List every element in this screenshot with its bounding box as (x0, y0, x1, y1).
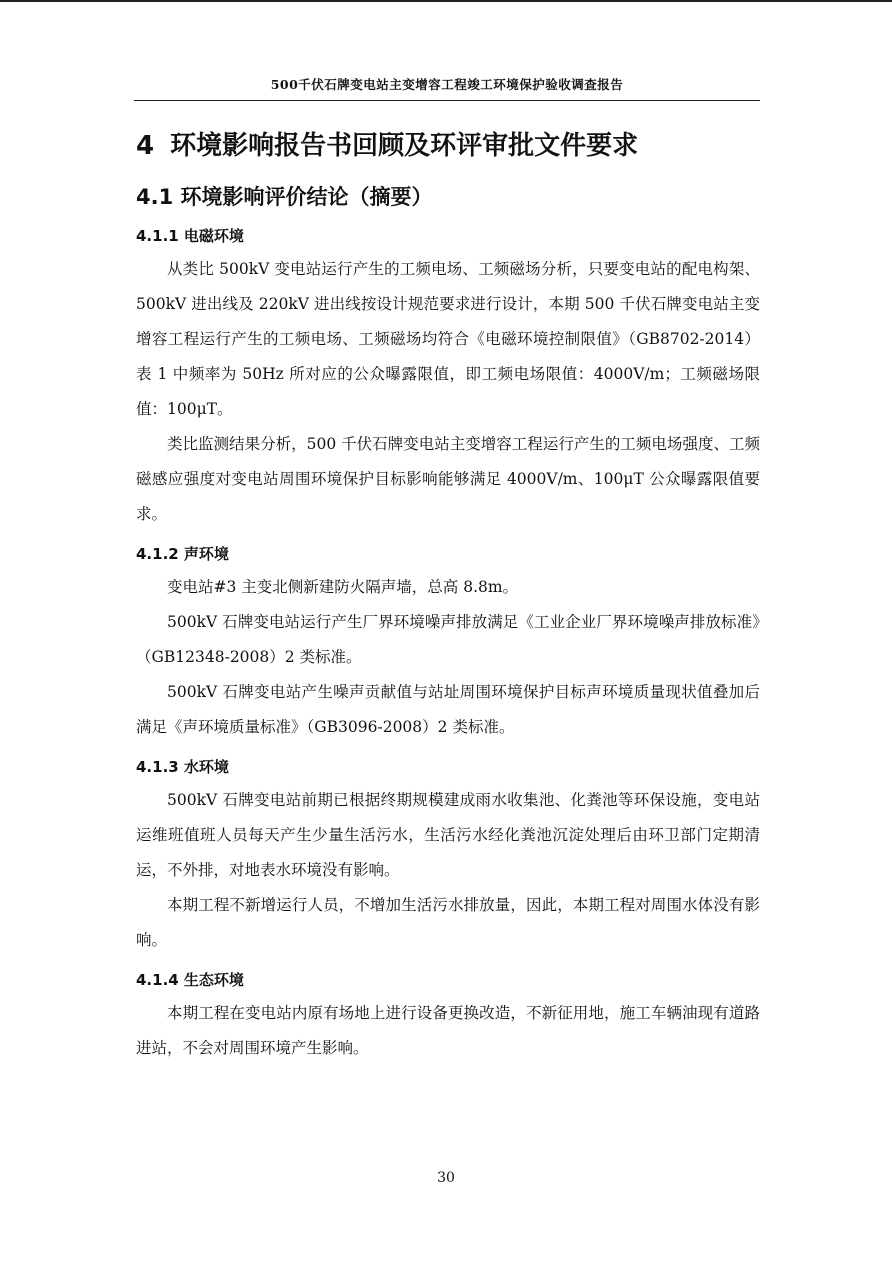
page-body (136, 120, 760, 1066)
subsection-title: 4.1.4 生态环境 (136, 971, 244, 989)
subsection-ecology (136, 968, 760, 1066)
chapter-number: 4 (136, 131, 155, 161)
paragraph: 500kV 石牌变电站产生噪声贡献值与站址周围环境保护目标声环境质量现状值叠加后满足《声环境质量标准》（GB3096-2008）2 类标准。 (136, 683, 760, 736)
subsection-water (136, 755, 760, 958)
section-title: 4.1 环境影响评价结论（摘要） (136, 185, 433, 209)
paragraph: 500kV 石牌变电站前期已根据终期规模建成雨水收集池、化粪池等环保设施，变电站运维班值班人员每天产生少量生活污水，生活污水经化粪池沉淀处理后由环卫部门定期清运，不外排，对地表水环境没有影响。 (136, 791, 760, 879)
running-header: 500千伏石牌变电站主变增容工程竣工环境保护验收调查报告 (134, 76, 760, 101)
paragraph: 变电站#3 主变北侧新建防火隔声墙，总高 8.8m。 (167, 578, 519, 596)
paragraph: 本期工程在变电站内原有场地上进行设备更换改造，不新征用地，施工车辆油现有道路进站，不会对周围环境产生影响。 (136, 1004, 760, 1057)
paragraph: 本期工程不新增运行人员，不增加生活污水排放量，因此，本期工程对周围水体没有影响。 (136, 896, 760, 949)
chapter-title-text: 环境影响报告书回顾及环评审批文件要求 (170, 131, 639, 161)
paragraph: 500kV 石牌变电站运行产生厂界环境噪声排放满足《工业企业厂界环境噪声排放标准》（GB12348-2008）2 类标准。 (136, 613, 760, 666)
subsection-title: 4.1.1 电磁环境 (136, 227, 244, 245)
paragraph: 从类比 500kV 变电站运行产生的工频电场、工频磁场分析，只要变电站的配电构架、500kV 进出线及 220kV 进出线按设计规范要求进行设计，本期 500 千伏石牌变电站主变增容工程运行产生的工频电场、工频磁场均符合《电磁环境控制限值》（GB8702-2014）表 1 中频率为 50Hz 所对应的公众曝露限值，即工频电场限值：4000V/m；工频磁场限值：100μT。 (136, 260, 760, 418)
chapter-title (136, 126, 760, 166)
subsection-title: 4.1.2 声环境 (136, 545, 229, 563)
subsection-acoustic (136, 542, 760, 745)
paragraph: 类比监测结果分析，500 千伏石牌变电站主变增容工程运行产生的工频电场强度、工频磁感应强度对变电站周围环境保护目标影响能够满足 4000V/m、100μT 公众曝露限值要求。 (136, 435, 760, 523)
top-border-rule (0, 0, 892, 2)
subsection-electromagnetic (136, 224, 760, 532)
page-number: 30 (437, 1170, 455, 1186)
subsection-title: 4.1.3 水环境 (136, 758, 229, 776)
